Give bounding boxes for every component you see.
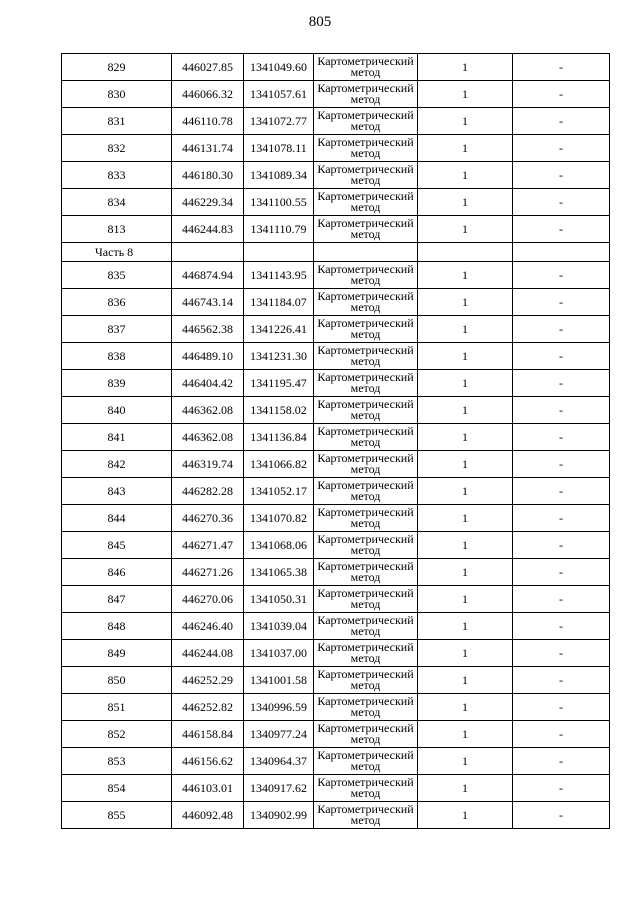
note-cell: - — [513, 451, 610, 478]
y-coordinate-cell: 1341158.02 — [244, 397, 314, 424]
point-number-cell: 841 — [62, 424, 172, 451]
count-cell: 1 — [418, 289, 513, 316]
table-row — [62, 54, 610, 81]
count-cell: 1 — [418, 748, 513, 775]
table-row — [62, 397, 610, 424]
note-cell: - — [513, 559, 610, 586]
point-number-cell: 847 — [62, 586, 172, 613]
note-cell: - — [513, 189, 610, 216]
method-cell: Картометрический метод — [314, 108, 418, 135]
point-number-cell: 835 — [62, 262, 172, 289]
method-cell: Картометрический метод — [314, 370, 418, 397]
point-number-cell: 845 — [62, 532, 172, 559]
method-cell: Картометрический метод — [314, 316, 418, 343]
note-cell: - — [513, 748, 610, 775]
note-cell: - — [513, 289, 610, 316]
y-coordinate-cell: 1341049.60 — [244, 54, 314, 81]
method-cell: Картометрический метод — [314, 478, 418, 505]
table-body-part-a — [62, 54, 610, 243]
count-cell: 1 — [418, 775, 513, 802]
count-cell: 1 — [418, 478, 513, 505]
x-coordinate-cell: 446562.38 — [172, 316, 244, 343]
count-cell: 1 — [418, 54, 513, 81]
table-row — [62, 81, 610, 108]
method-cell: Картометрический метод — [314, 189, 418, 216]
y-coordinate-cell: 1341039.04 — [244, 613, 314, 640]
count-cell: 1 — [418, 559, 513, 586]
note-cell: - — [513, 775, 610, 802]
x-coordinate-cell: 446362.08 — [172, 397, 244, 424]
count-cell: 1 — [418, 370, 513, 397]
point-number-cell: 831 — [62, 108, 172, 135]
x-coordinate-cell: 446244.83 — [172, 216, 244, 243]
method-cell: Картометрический метод — [314, 54, 418, 81]
empty-cell — [513, 243, 610, 262]
x-coordinate-cell: 446270.36 — [172, 505, 244, 532]
x-coordinate-cell: 446271.26 — [172, 559, 244, 586]
x-coordinate-cell: 446244.08 — [172, 640, 244, 667]
note-cell: - — [513, 721, 610, 748]
table-row — [62, 559, 610, 586]
count-cell: 1 — [418, 640, 513, 667]
y-coordinate-cell: 1340977.24 — [244, 721, 314, 748]
point-number-cell: 855 — [62, 802, 172, 829]
point-number-cell: 848 — [62, 613, 172, 640]
y-coordinate-cell: 1341231.30 — [244, 343, 314, 370]
point-number-cell: 853 — [62, 748, 172, 775]
x-coordinate-cell: 446131.74 — [172, 135, 244, 162]
count-cell: 1 — [418, 613, 513, 640]
table-row — [62, 316, 610, 343]
x-coordinate-cell: 446103.01 — [172, 775, 244, 802]
method-cell: Картометрический метод — [314, 505, 418, 532]
point-number-cell: 833 — [62, 162, 172, 189]
point-number-cell: 844 — [62, 505, 172, 532]
count-cell: 1 — [418, 162, 513, 189]
empty-cell — [418, 243, 513, 262]
table-row — [62, 189, 610, 216]
y-coordinate-cell: 1341001.58 — [244, 667, 314, 694]
method-cell: Картометрический метод — [314, 748, 418, 775]
table-row — [62, 162, 610, 189]
empty-cell — [244, 243, 314, 262]
coordinates-table — [61, 53, 610, 829]
x-coordinate-cell: 446158.84 — [172, 721, 244, 748]
y-coordinate-cell: 1340902.99 — [244, 802, 314, 829]
x-coordinate-cell: 446027.85 — [172, 54, 244, 81]
count-cell: 1 — [418, 721, 513, 748]
note-cell: - — [513, 262, 610, 289]
table-row — [62, 424, 610, 451]
method-cell: Картометрический метод — [314, 81, 418, 108]
table-row — [62, 135, 610, 162]
table-row — [62, 775, 610, 802]
y-coordinate-cell: 1341057.61 — [244, 81, 314, 108]
count-cell: 1 — [418, 189, 513, 216]
count-cell: 1 — [418, 505, 513, 532]
note-cell: - — [513, 370, 610, 397]
x-coordinate-cell: 446743.14 — [172, 289, 244, 316]
point-number-cell: 836 — [62, 289, 172, 316]
y-coordinate-cell: 1341089.34 — [244, 162, 314, 189]
x-coordinate-cell: 446252.82 — [172, 694, 244, 721]
y-coordinate-cell: 1341143.95 — [244, 262, 314, 289]
point-number-cell: 842 — [62, 451, 172, 478]
table-row — [62, 532, 610, 559]
x-coordinate-cell: 446271.47 — [172, 532, 244, 559]
table-row — [62, 802, 610, 829]
note-cell: - — [513, 802, 610, 829]
x-coordinate-cell: 446270.06 — [172, 586, 244, 613]
method-cell: Картометрический метод — [314, 721, 418, 748]
note-cell: - — [513, 478, 610, 505]
method-cell: Картометрический метод — [314, 289, 418, 316]
note-cell: - — [513, 613, 610, 640]
table-row — [62, 370, 610, 397]
count-cell: 1 — [418, 694, 513, 721]
note-cell: - — [513, 54, 610, 81]
y-coordinate-cell: 1341050.31 — [244, 586, 314, 613]
note-cell: - — [513, 108, 610, 135]
point-number-cell: 852 — [62, 721, 172, 748]
empty-cell — [172, 243, 244, 262]
page-number: 805 — [308, 14, 332, 30]
note-cell: - — [513, 532, 610, 559]
point-number-cell: 846 — [62, 559, 172, 586]
point-number-cell: 830 — [62, 81, 172, 108]
y-coordinate-cell: 1341072.77 — [244, 108, 314, 135]
method-cell: Картометрический метод — [314, 343, 418, 370]
count-cell: 1 — [418, 586, 513, 613]
method-cell: Картометрический метод — [314, 397, 418, 424]
point-number-cell: 840 — [62, 397, 172, 424]
x-coordinate-cell: 446489.10 — [172, 343, 244, 370]
method-cell: Картометрический метод — [314, 162, 418, 189]
note-cell: - — [513, 505, 610, 532]
note-cell: - — [513, 81, 610, 108]
x-coordinate-cell: 446066.32 — [172, 81, 244, 108]
method-cell: Картометрический метод — [314, 586, 418, 613]
point-number-cell: 849 — [62, 640, 172, 667]
method-cell: Картометрический метод — [314, 532, 418, 559]
method-cell: Картометрический метод — [314, 262, 418, 289]
point-number-cell: 832 — [62, 135, 172, 162]
note-cell: - — [513, 397, 610, 424]
method-cell: Картометрический метод — [314, 424, 418, 451]
y-coordinate-cell: 1341037.00 — [244, 640, 314, 667]
count-cell: 1 — [418, 397, 513, 424]
note-cell: - — [513, 424, 610, 451]
point-number-cell: 843 — [62, 478, 172, 505]
note-cell: - — [513, 343, 610, 370]
x-coordinate-cell: 446156.62 — [172, 748, 244, 775]
method-cell: Картометрический метод — [314, 694, 418, 721]
method-cell: Картометрический метод — [314, 135, 418, 162]
point-number-cell: 813 — [62, 216, 172, 243]
table-row — [62, 505, 610, 532]
note-cell: - — [513, 640, 610, 667]
section-row — [62, 243, 610, 262]
table-row — [62, 216, 610, 243]
y-coordinate-cell: 1341136.84 — [244, 424, 314, 451]
table-row — [62, 694, 610, 721]
note-cell: - — [513, 316, 610, 343]
table-row — [62, 343, 610, 370]
point-number-cell: 850 — [62, 667, 172, 694]
section-header — [62, 243, 610, 262]
note-cell: - — [513, 586, 610, 613]
count-cell: 1 — [418, 451, 513, 478]
point-number-cell: 854 — [62, 775, 172, 802]
x-coordinate-cell: 446252.29 — [172, 667, 244, 694]
method-cell: Картометрический метод — [314, 775, 418, 802]
x-coordinate-cell: 446319.74 — [172, 451, 244, 478]
y-coordinate-cell: 1340917.62 — [244, 775, 314, 802]
y-coordinate-cell: 1341195.47 — [244, 370, 314, 397]
table-row — [62, 108, 610, 135]
table-row — [62, 586, 610, 613]
y-coordinate-cell: 1341066.82 — [244, 451, 314, 478]
count-cell: 1 — [418, 108, 513, 135]
table-row — [62, 451, 610, 478]
method-cell: Картометрический метод — [314, 559, 418, 586]
point-number-cell: 834 — [62, 189, 172, 216]
y-coordinate-cell: 1341110.79 — [244, 216, 314, 243]
count-cell: 1 — [418, 262, 513, 289]
point-number-cell: 837 — [62, 316, 172, 343]
note-cell: - — [513, 667, 610, 694]
count-cell: 1 — [418, 135, 513, 162]
y-coordinate-cell: 1341226.41 — [244, 316, 314, 343]
count-cell: 1 — [418, 667, 513, 694]
y-coordinate-cell: 1340964.37 — [244, 748, 314, 775]
count-cell: 1 — [418, 532, 513, 559]
method-cell: Картометрический метод — [314, 451, 418, 478]
count-cell: 1 — [418, 343, 513, 370]
y-coordinate-cell: 1340996.59 — [244, 694, 314, 721]
method-cell: Картометрический метод — [314, 667, 418, 694]
table-row — [62, 640, 610, 667]
point-number-cell: 839 — [62, 370, 172, 397]
y-coordinate-cell: 1341065.38 — [244, 559, 314, 586]
x-coordinate-cell: 446362.08 — [172, 424, 244, 451]
y-coordinate-cell: 1341184.07 — [244, 289, 314, 316]
y-coordinate-cell: 1341068.06 — [244, 532, 314, 559]
note-cell: - — [513, 135, 610, 162]
table-row — [62, 721, 610, 748]
count-cell: 1 — [418, 424, 513, 451]
table-row — [62, 289, 610, 316]
table-row — [62, 262, 610, 289]
x-coordinate-cell: 446092.48 — [172, 802, 244, 829]
count-cell: 1 — [418, 216, 513, 243]
empty-cell — [314, 243, 418, 262]
y-coordinate-cell: 1341070.82 — [244, 505, 314, 532]
table-body-part-b — [62, 262, 610, 829]
method-cell: Картометрический метод — [314, 613, 418, 640]
point-number-cell: 829 — [62, 54, 172, 81]
count-cell: 1 — [418, 316, 513, 343]
note-cell: - — [513, 216, 610, 243]
count-cell: 1 — [418, 81, 513, 108]
section-label: Часть 8 — [62, 243, 172, 262]
x-coordinate-cell: 446180.30 — [172, 162, 244, 189]
x-coordinate-cell: 446246.40 — [172, 613, 244, 640]
method-cell: Картометрический метод — [314, 802, 418, 829]
x-coordinate-cell: 446874.94 — [172, 262, 244, 289]
x-coordinate-cell: 446110.78 — [172, 108, 244, 135]
y-coordinate-cell: 1341052.17 — [244, 478, 314, 505]
x-coordinate-cell: 446229.34 — [172, 189, 244, 216]
table-row — [62, 478, 610, 505]
count-cell: 1 — [418, 802, 513, 829]
y-coordinate-cell: 1341078.11 — [244, 135, 314, 162]
point-number-cell: 851 — [62, 694, 172, 721]
note-cell: - — [513, 162, 610, 189]
method-cell: Картометрический метод — [314, 640, 418, 667]
x-coordinate-cell: 446282.28 — [172, 478, 244, 505]
method-cell: Картометрический метод — [314, 216, 418, 243]
y-coordinate-cell: 1341100.55 — [244, 189, 314, 216]
point-number-cell: 838 — [62, 343, 172, 370]
x-coordinate-cell: 446404.42 — [172, 370, 244, 397]
table-row — [62, 667, 610, 694]
note-cell: - — [513, 694, 610, 721]
table-row — [62, 613, 610, 640]
table-row — [62, 748, 610, 775]
